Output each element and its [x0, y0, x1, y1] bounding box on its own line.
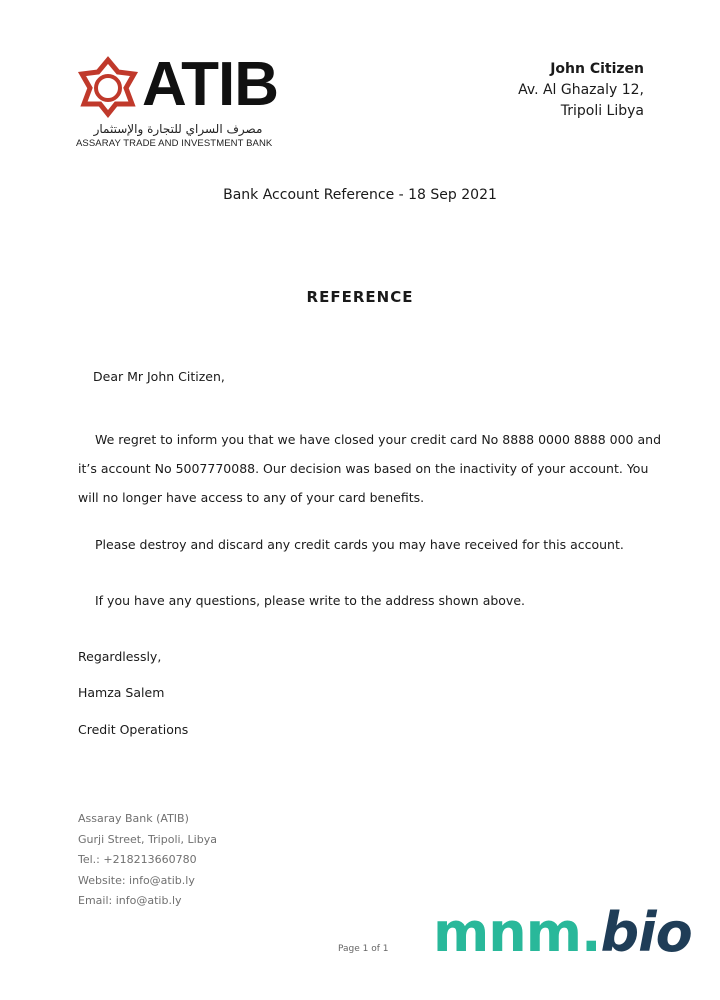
letter-paragraph-2: Please destroy and discard any credit cards you may have received for this account.: [95, 537, 624, 552]
letter-paragraph-1: We regret to inform you that we have closed your credit card No 8888 0000 8888 000 and it’s account No 5007770088. Our decision was based on the inactivity of your account. You will no longer have access to any of your card benefits.: [78, 432, 662, 505]
letter-paragraph-3: If you have any questions, please write to the address shown above.: [95, 593, 525, 608]
footer-street: Gurji Street, Tripoli, Libya: [78, 832, 217, 846]
signer-name: Hamza Salem: [78, 685, 165, 700]
recipient-address-line2: Tripoli Libya: [560, 103, 644, 119]
footer-website: Website: info@atib.ly: [78, 873, 195, 887]
logo-wordmark: ATIB: [142, 50, 279, 119]
logo-arabic-name: مصرف السراي للتجارة والإستثمار: [93, 122, 263, 136]
letter-subject: Bank Account Reference - 18 Sep 2021: [223, 187, 497, 203]
logo-english-name: ASSARAY TRADE AND INVESTMENT BANK: [76, 138, 273, 149]
watermark-part-2: bio: [600, 901, 692, 964]
logo-mark-icon: [76, 54, 140, 118]
recipient-name: John Citizen: [550, 61, 644, 77]
recipient-address-line1: Av. Al Ghazaly 12,: [518, 82, 644, 98]
recipient-address: [518, 59, 644, 122]
watermark-logo: [433, 898, 692, 968]
signer-department: Credit Operations: [78, 722, 189, 737]
watermark-part-1: mnm.: [433, 901, 601, 964]
letter-closing: Regardlessly,: [78, 649, 162, 664]
letter-heading: REFERENCE: [306, 288, 414, 306]
footer-contact: [78, 809, 217, 912]
footer-bank-name: Assaray Bank (ATIB): [78, 812, 189, 825]
bank-logo: [76, 52, 286, 152]
footer-email: Email: info@atib.ly: [78, 894, 182, 907]
footer-telephone: Tel.: +218213660780: [78, 853, 197, 866]
letter-greeting: Dear Mr John Citizen,: [93, 369, 225, 384]
page-number: Page 1 of 1: [338, 944, 389, 954]
